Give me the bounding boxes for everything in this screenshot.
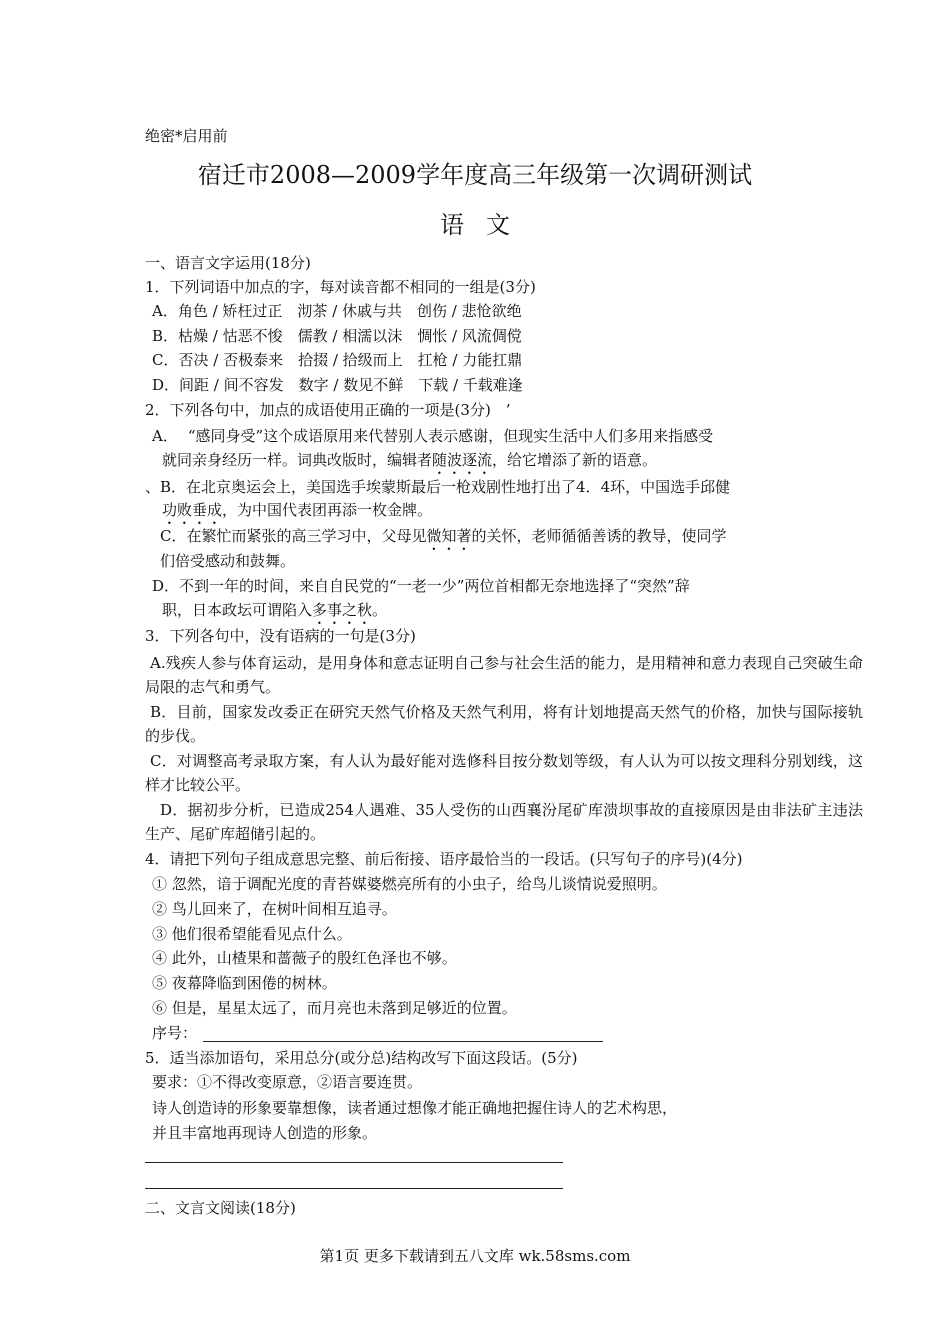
q4-sentence-1: ① 忽然，谙于调配光度的青苔媒婆燃亮所有的小虫子，给鸟儿谈情说爱照明。 — [152, 875, 667, 893]
q1-stem: 1．下列词语中加点的字，每对读音都不相同的一组是(3分) — [145, 278, 536, 296]
exam-title: 宿迁市2008—2009学年度高三年级第一次调研测试 — [197, 161, 753, 189]
q2-option-c-line1 — [160, 526, 727, 554]
q5-answer-line-1[interactable] — [145, 1162, 563, 1163]
q4-answer-label: 序号： — [152, 1024, 198, 1042]
text-segment: 的关怀，老师循循善诱的教导，使同学 — [471, 527, 727, 545]
text-segment: 职，日本政坛可谓陷入 — [162, 601, 313, 619]
q1-option-d: D．间距 / 间不容发 数字 / 数见不鲜 下载 / 千载难逢 — [152, 376, 523, 394]
section-1-heading: 一、语言文字运用(18分) — [145, 254, 311, 272]
page-footer: 第1页 更多下载请到五八文库 wk.58sms.com — [319, 1247, 631, 1265]
q2-option-c-line2: 们倍受感动和鼓舞。 — [160, 552, 296, 570]
q5-requirement: 要求：①不得改变原意，②语言要连贯。 — [152, 1073, 423, 1091]
dotted-idiom: 多事之秋 — [312, 601, 373, 619]
q2-option-a-prefix: A． — [152, 427, 178, 445]
confidential-label: 绝密*启用前 — [145, 127, 228, 145]
q3-stem: 3．下列各句中，没有语病的一句是(3分) — [145, 627, 416, 645]
q3-option-b: B．目前，国家发改委正在研究天然气价格及天然气利用，将有计划地提高天然气的价格，加快与国际接轨的步伐。 — [145, 703, 863, 745]
dotted-idiom: 随波逐流 — [432, 451, 493, 469]
q2-option-d-line1: D．不到一年的时间，来自自民党的“一老一少”两位首相都无奈地选择了“突然”辞 — [152, 577, 690, 595]
q2-option-a-text: “感同身受”这个成语原用来代替别人表示感谢，但现实生活中人们多用来指感受 — [187, 427, 714, 445]
q5-text-line2: 并且丰富地再现诗人创造的形象。 — [152, 1124, 378, 1142]
text-segment: C．在繁忙而紧张的高三学习中，父母见 — [160, 527, 427, 545]
q2-stem: 2．下列各句中，加点的成语使用正确的一项是(3分) ’ — [145, 401, 511, 419]
q4-sentence-3: ③ 他们很希望能看见点什么。 — [152, 925, 352, 943]
text-segment: 。 — [372, 601, 388, 619]
q3-option-a: A.残疾人参与体育运动，是用身体和意志证明自己参与社会生活的能力，是用精神和意力表现自己突破生命局限的志气和勇气。 — [145, 654, 863, 696]
q1-option-c: C．否决 / 否极泰来 拾掇 / 拾级而上 扛枪 / 力能扛鼎 — [152, 351, 523, 369]
q4-sentence-2: ② 鸟儿回来了，在树叶间相互追寻。 — [152, 900, 397, 918]
q1-option-a: A．角色 / 矫枉过正 沏茶 / 休戚与共 创伤 / 悲怆欲绝 — [152, 302, 522, 320]
q5-answer-line-2[interactable] — [145, 1188, 563, 1189]
dotted-idiom: 微知著 — [426, 527, 472, 545]
q1-option-b: B．枯燥 / 怙恶不悛 儒教 / 相濡以沫 惆怅 / 风流倜傥 — [152, 327, 522, 345]
q5-stem: 5．适当添加语句，采用总分(或分总)结构改写下面这段话。(5分) — [145, 1049, 578, 1067]
q3-option-c: C．对调整高考录取方案，有人认为最好能对选修科目按分数划等级，有人认为可以按文理科分别划线，这样才比较公平。 — [145, 752, 863, 794]
q5-text-line1: 诗人创造诗的形象要靠想像，读者通过想像才能正确地把握住诗人的艺术构思， — [152, 1099, 678, 1117]
q2-option-d-line2 — [162, 600, 387, 628]
q4-answer-line[interactable] — [203, 1041, 603, 1042]
q2-option-b-line2 — [162, 500, 432, 528]
q4-sentence-5: ⑤ 夜幕降临到困倦的树林。 — [152, 974, 337, 992]
q4-stem: 4．请把下列句子组成意思完整、前后衔接、语序最恰当的一段话。(只写句子的序号)(4分) — [145, 850, 743, 868]
subject-title: 语文 — [440, 211, 532, 239]
section-2-heading: 二、文言文阅读(18分) — [145, 1199, 296, 1217]
text-segment: ，为中国代表团再添一枚金牌。 — [222, 501, 433, 519]
text-segment: ，给它增添了新的语意。 — [492, 451, 658, 469]
q4-sentence-4: ④ 此外，山楂果和蔷薇子的殷红色泽也不够。 — [152, 949, 457, 967]
dotted-idiom: 功败垂成 — [162, 501, 223, 519]
q3-option-d: D．据初步分析，已造成254人遇难、35人受伤的山西襄汾尾矿库溃坝事故的直接原因是由非法矿主违法生产、尾矿库超储引起的。 — [145, 801, 863, 843]
q2-option-b-line1: 、B．在北京奥运会上，美国选手埃蒙斯最后一枪戏剧性地打出了4．4环，中国选手邱健 — [145, 478, 731, 496]
q2-option-a-line2 — [162, 450, 657, 478]
q2-option-a-line1 — [152, 426, 713, 446]
text-segment: 就同亲身经历一样。词典改版时，编辑者 — [162, 451, 433, 469]
q4-sentence-6: ⑥ 但是，星星太远了，而月亮也未落到足够近的位置。 — [152, 999, 517, 1017]
